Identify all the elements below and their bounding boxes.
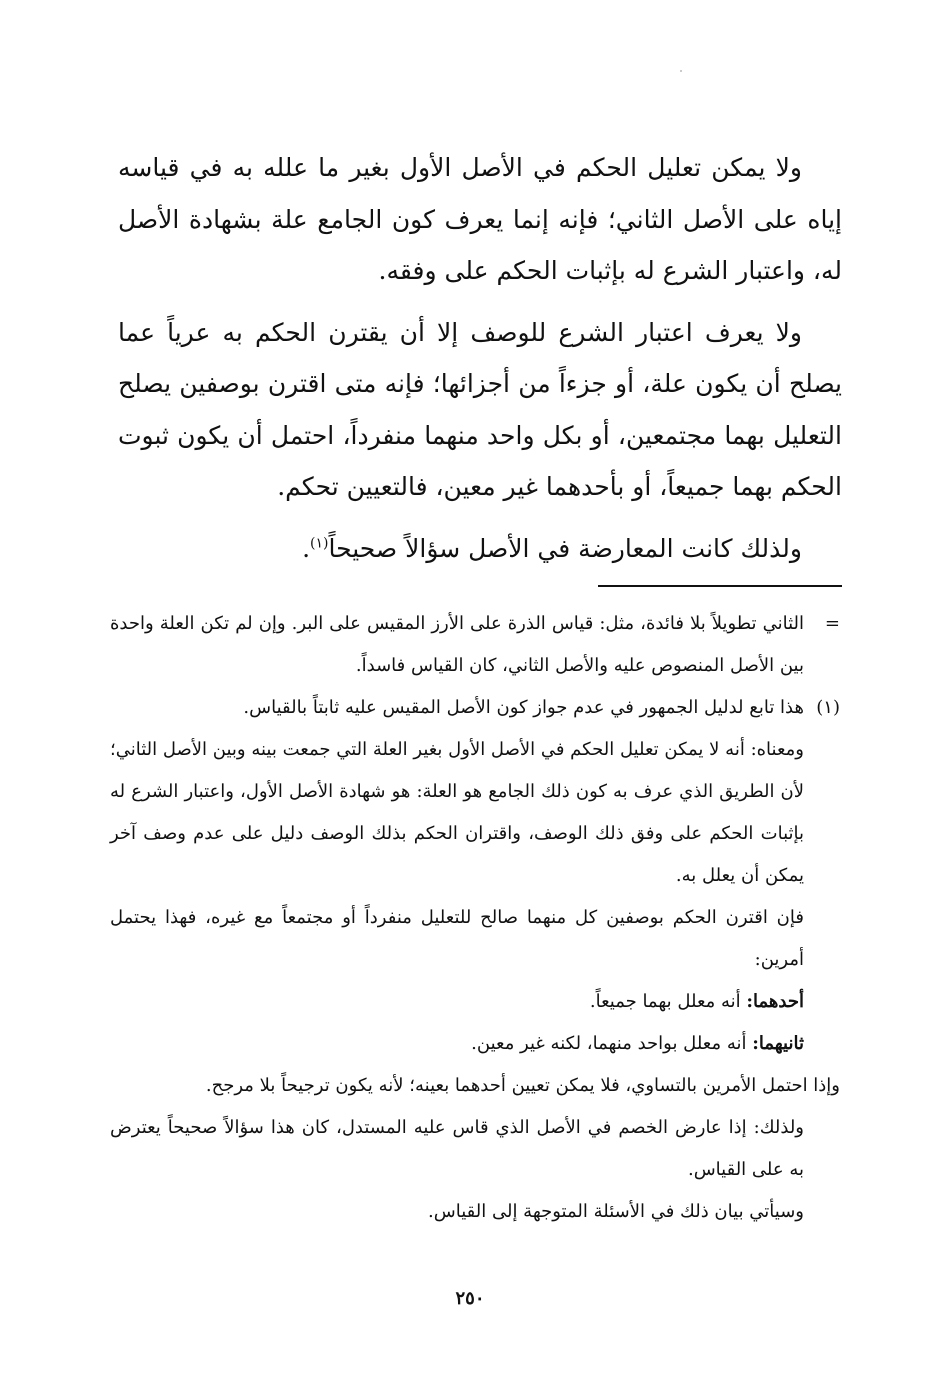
first-label: أحدهما: [746,991,804,1012]
footnote-1-para-3: فإن اقترن الحكم بوصفين كل منهما صالح للتعليل منفرداً أو مجتمعاً مع غيره، فهذا يحتمل أمرين: [110,907,804,970]
continuation-text: الثاني تطويلاً بلا فائدة، مثل: قياس الذرة على الأرز المقيس على البر. وإن لم تكن العلة واحدة بين الأصل المنصوص عليه والأصل الثاني، كان القياس فاسداً. [110,613,804,676]
footnotes [110,603,840,1233]
footnote-1-para-4: وإذا احتمل الأمرين بالتساوي، فلا يمكن تعيين أحدهما بعينه؛ لأنه يكون ترجيحاً بلا مرجح. [205,1075,840,1096]
scan-speck [680,70,682,72]
paragraph-3-end: . [302,533,311,563]
footnote-1-mark: (١) [816,697,840,718]
paragraph-3 [118,523,842,575]
page-number: ٢٥٠ [455,1288,485,1309]
continuation-mark: = [824,613,840,634]
footnote-separator [598,585,842,587]
paragraph-2 [118,307,842,513]
main-text [118,142,842,574]
footnote-1-para-2: ومعناه: أنه لا يمكن تعليل الحكم في الأصل الأول بغير العلة التي جمعت بينه وبين الأصل الثاني؛ لأن الطريق الذي عرف به كون ذلك الجامع هو العلة: هو شهادة الأصل الأول، واعتبار الشرع له بإثبات الحكم على وفق ذلك الوصف، واقتران الحكم بذلك الوصف دليل على عدم وصف آخر يمكن أن يعلل به. [110,739,804,886]
second-label: ثانيهما: [752,1033,804,1054]
footnote-ref-1: (١) [310,535,329,552]
footnote-1-para-5: ولذلك: إذا عارض الخصم في الأصل الذي قاس عليه المستدل، كان هذا سؤالاً صحيحاً يعترض به على القياس. [110,1117,804,1180]
footnote-1-para-6: وسيأتي بيان ذلك في الأسئلة المتوجهة إلى القياس. [428,1201,804,1222]
footnote-1-first [110,981,840,1023]
paragraph-1-text: ولا يمكن تعليل الحكم في الأصل الأول بغير ما علله به في قياسه إياه على الأصل الثاني؛ فإنه إنما يعرف كون الجامع علة بشهادة الأصل له، واعتبار الشرع له بإثبات الحكم على وفقه. [118,153,842,285]
paragraph-3-text: ولذلك كانت المعارضة في الأصل سؤالاً صحيحاً [328,533,802,563]
footnote-1-second [110,1023,840,1065]
paragraph-2-text: ولا يعرف اعتبار الشرع للوصف إلا أن يقترن الحكم به عرياً عما يصلح أن يكون علة، أو جزءاً من أجزائها؛ فإنه متى اقترن بوصفين يصلح التعليل بهما مجتمعين، أو بكل واحد منهما منفرداً، احتمل أن يكون ثبوت الحكم بهما جميعاً، أو بأحدهما غير معين، فالتعيين تحكم. [118,317,842,501]
footnote-1-text: هذا تابع لدليل الجمهور في عدم جواز كون الأصل المقيس عليه ثابتاً بالقياس. [243,697,804,718]
footnote-1 [110,687,840,729]
first-text: أنه معلل بهما جميعاً. [589,991,747,1012]
paragraph-1 [118,142,842,297]
second-text: أنه معلل بواحد منهما، لكنه غير معين. [471,1033,753,1054]
footnote-continuation [110,603,840,687]
